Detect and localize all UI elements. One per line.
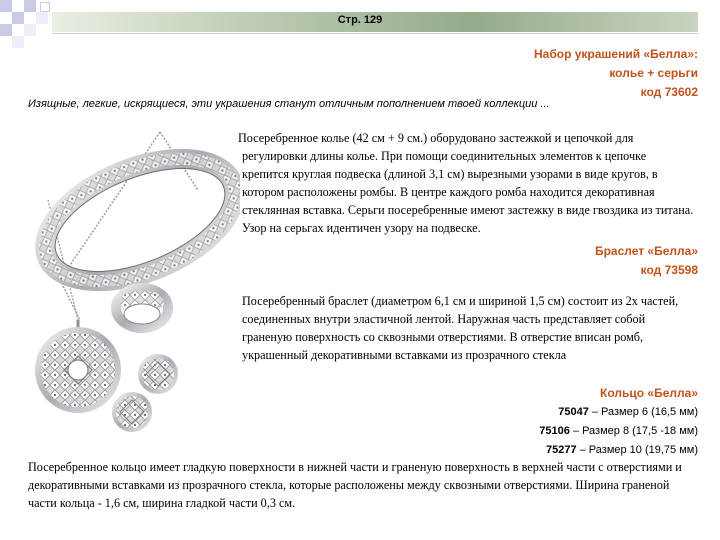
bracelet-title: Браслет «Белла»: [594, 244, 698, 258]
bracelet-code: код 73598: [640, 263, 698, 277]
necklace-description: Посеребренное колье (42 см + 9 см.) оборудовано застежкой и цепочкой для регулировки длины колье. При помощи соединительных элементов к цепочке крепится круглая подвеска (длиной 3,1 см) вырезными узорами в виде кругов, в котором расположены ромбы. В центре каждого ромба находится декоративная стеклянная вставка. Серьги посеребренные имеют застежку в виде гвоздика из титана. Узор на серьгах идентичен узору на подвеске.: [238, 131, 694, 235]
necklace-title: Набор украшений «Белла»:: [533, 47, 698, 61]
ring-size-row: 75277 – Размер 10 (19,75 мм): [545, 444, 698, 456]
necklace-subtitle: колье + серьги: [609, 66, 698, 80]
earrings-image: [114, 356, 176, 430]
pendant-image: [38, 320, 118, 410]
page-number: Стр. 129: [337, 14, 383, 26]
header-divider: [52, 33, 698, 34]
ring-title: Кольцо «Белла»: [600, 386, 698, 400]
tagline: Изящные, легкие, искрящиеся, эти украшения станут отличным пополнением твоей коллекции ...: [28, 98, 550, 110]
ring-image: [116, 288, 168, 328]
jewelry-photo: [20, 130, 240, 440]
necklace-code: код 73602: [640, 85, 698, 99]
bracelet-heading: [595, 242, 698, 280]
ring-description: Посеребренное кольцо имеет гладкую поверхности в нижней части и граненую поверхность в верхней части с отверстиями и декоративными вставками из прозрачного стекла, которые расположены между сквозными отверстиями. Ширина граненой части кольца - 1,6 см, ширина гладкой части 0,3 см.: [28, 460, 682, 510]
bracelet-image: [28, 134, 240, 305]
ring-size-row: 75106 – Размер 8 (17,5 -18 мм): [539, 425, 698, 437]
ring-sizes: [539, 403, 698, 460]
ring-size-row: 75047 – Размер 6 (16,5 мм): [558, 406, 698, 418]
necklace-heading: [534, 45, 698, 102]
bracelet-description: Посеребренный браслет (диаметром 6,1 см и шириной 1,5 см) состоит из 2х частей, соединенных внутри эластичной лентой. Наружная часть представляет собой граненую поверхность со сквозными отверстиями. В отверстие вписан ромб, украшенный декоративными вставками из прозрачного стекла: [242, 294, 679, 362]
